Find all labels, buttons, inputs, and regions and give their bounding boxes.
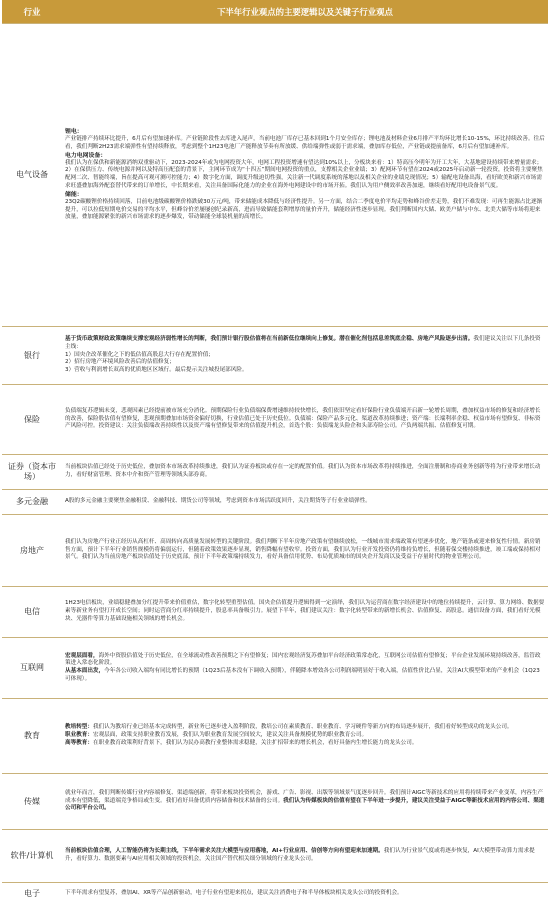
industry-telecom: 电信 bbox=[2, 587, 62, 638]
sub-title-grid: 电力电网设备： bbox=[65, 152, 545, 160]
paragraph-internet-micro bbox=[65, 668, 545, 683]
edu-transform-text: 我们认为教培行业已经基本完成转型，新业务已逐步进入盈利阶段，教培公司在素质教育、职业教育、学习硬件等新方向的布局逐步展开，我们看好转型成功的龙头公司。 bbox=[93, 724, 513, 730]
paragraph-software bbox=[65, 848, 545, 863]
view-real-estate: 我们认为房地产行业正经历从高杠杆、高周转向高质量发展转型的关键阶段。我们判断下半年房地产政策有望继续放松，一线城市需求端政策有望逐步优化，地产链条或迎来修复性行情。新房销售方面，预计下半年行业销售规模仍将偏弱运行，但随着政策效果逐步显现，销售降幅有望收窄。投资方面，我们认为行业开发投资仍将维持负增长，但随着保交楼持续推进，竣工端或保持相对景气。我们认为当前房地产板块估值处于历史底部，预计下半年政策端持续发力，看好具备信用优势、布局优质城市的国央企开发商以及受益于存量时代的物业管理公司。 bbox=[62, 515, 548, 587]
table-row bbox=[2, 830, 548, 883]
industry-diversified-finance: 多元金融 bbox=[2, 490, 62, 515]
sub-title-storage: 储能： bbox=[65, 191, 545, 199]
table-row bbox=[2, 327, 548, 385]
internet-macro-text: 海外中资股估值处于历史低位，在全球流动性改善预期之下有望修复；国内宏观经济复苏叠加平台经济政策常态化，互联网公司估值有望修复；平台企业发展环境持续改善，监管政策进入常态化阶段。 bbox=[65, 653, 541, 667]
paragraph-media bbox=[65, 790, 545, 813]
industry-software: 软件/计算机 bbox=[2, 830, 62, 883]
table-row bbox=[2, 699, 548, 774]
view-internet bbox=[62, 638, 548, 699]
industry-electrical: 电气设备 bbox=[2, 24, 62, 327]
list-item: 2）招行房地产环境风险改善后的估值修复； bbox=[65, 359, 545, 367]
internet-macro-title: 宏观层面看， bbox=[65, 653, 99, 659]
table-row bbox=[2, 490, 548, 515]
view-bank bbox=[62, 327, 548, 385]
edu-vocational-title: 职业教育： bbox=[65, 732, 93, 738]
view-software bbox=[62, 830, 548, 883]
paragraph-bank-lead bbox=[65, 336, 545, 351]
media-bold: 我们认为传媒板块的估值有望在下半年进一步提升，建议关注受益于AIGC等新技术应用的内容公司、渠道公司和平台公司。 bbox=[65, 798, 544, 812]
software-text: 我们认为行业景气度或将逐步恢复，AI大模型带动算力需求提升，看好算力、数据要素与AI应用相关领域的投资机会，关注国产替代相关细分领域的行业龙头公司。 bbox=[65, 848, 535, 862]
view-diversified-finance: A股的多元金融主要聚焦金融租赁、金融科技、期货公司等领域，考虑到资本市场活跃度回升，关注期货等子行业业绩弹性。 bbox=[62, 490, 548, 515]
table-header-row bbox=[2, 0, 548, 24]
view-telecom: 1H23电信板块，业绩稳健叠加分红提升带来价值重估，数字化转型重塑估值。国央企估值提升逻辑得到一定演绎，我们认为运营商在数字经济建设中的地位持续提升，云计算、算力网络、数据要素等新业务有望打开成长空间；同时运营商分红率持续提升，股息率具备吸引力。展望下半年，我们建议关注：数字化转型带来的新增长机会、估值修复、高股息。通信设备方面，我们看好光模块、光器件等算力基础设施相关领域的增长机会。 bbox=[62, 587, 548, 638]
industry-securities: 证券（资本市场） bbox=[2, 455, 62, 490]
internet-micro-title: 从基本面出发， bbox=[65, 668, 104, 674]
bank-lead-rest: 我们建议关注以下几条投资主线： bbox=[65, 336, 541, 350]
view-electronics: 下半年需求有望复苏，叠加AI、XR等产品创新驱动，电子行业有望迎来拐点，建议关注消费电子和半导体板块相关龙头公司的投资机会。 bbox=[62, 883, 548, 905]
table-row bbox=[2, 774, 548, 830]
industry-education: 教育 bbox=[2, 699, 62, 774]
paragraph-lithium: 产业链排产持续环比提升，6月后有望加速补库。产业链阶段性去库进入尾声，当前电池厂库存已基本回到1个月安全库存；锂电池及材料企业6月排产平均环比增长10-15%，环比持续改善。往后看，我们判断2H23需求端弹性有望持续释放，考虑到整个1H23电池厂产能释放节奏有所放缓、供给端弹性或弱于需求端，叠加库存低位，产业链或提前备库，6月后有望加速补库。 bbox=[65, 136, 545, 151]
table-row bbox=[2, 385, 548, 455]
bank-lead-bold: 基于货币政策财政政策继续支撑宏观经济弱性增长的判断，我们预计银行股估值将在当前新低位继续向上修复。潜在催化剂包括息差筑底企稳、房地产风险逐步出清。 bbox=[65, 336, 473, 342]
table-row bbox=[2, 24, 548, 327]
sub-title-lithium: 锂电： bbox=[65, 128, 545, 136]
edu-higher-text: 在职业教育政策利好背景下，我们认为民办高教行业整体需求稳健，关注扩招带来的增长机会，看好具备内生增长能力的龙头公司。 bbox=[93, 740, 417, 746]
industry-bank: 银行 bbox=[2, 327, 62, 385]
view-insurance: 负债端复苏逻辑未变，悲观因素已经提前被市场充分消化。预期保险行业负债端保费增速维持较快增长，我们依旧坚定看好保险行业负债端开启新一轮增长周期，叠加权益市场的修复和经济增长的改善，保险股估值有望修复，悲观预期叠加市场资金偏好切换，行业估值已处于历史低位。负债端：保险产品多元化、渠道改革持续推进；资产端：长端利率企稳、权益市场有望修复、非标资产风险可控。投资建议：关注负债端改善持续性以及资产端有望修复带来的估值提升机会，首选个股：负债端龙头险企和头部寿险公司。产负两端共振、估值修复可期。 bbox=[62, 385, 548, 455]
edu-vocational-text: 宏观层面，政策支持职业教育发展，我们认为职业教育发展空间较大，建议关注具备规模优势的职业教育公司。 bbox=[93, 732, 367, 738]
view-securities: 当前板块估值已经处于历史低位，叠加资本市场改革持续推进，我们认为证券板块或存在一定的配置价值。我们认为资本市场改革将持续推进，全面注册制和券商业务创新等将为行业带来增长动力，看好财富管理、资本中介和资产管理等领域头部券商。 bbox=[62, 455, 548, 490]
edu-higher-title: 高等教育： bbox=[65, 740, 93, 746]
industry-insurance: 保险 bbox=[2, 385, 62, 455]
paragraph-edu-vocational bbox=[65, 732, 545, 740]
internet-micro-text: 今年各公司收入端均有同比增长的预期（1Q23后基本没有下调收入预期），伴随降本增效各公司利润端明显好于收入端，估值性价比凸显，关注AI大模型带来的产业机会（1Q23可体现）。 bbox=[65, 668, 540, 682]
view-electrical bbox=[62, 24, 548, 327]
view-education bbox=[62, 699, 548, 774]
industry-media: 传媒 bbox=[2, 774, 62, 830]
software-lead: 当前板块估值合理，人工智能仍将为长期主线，下半年需求关注大模型与应用落地，AI+行业应用、信创等方向有望迎来加速期。 bbox=[65, 848, 384, 854]
view-media bbox=[62, 774, 548, 830]
header-views: 下半年行业观点的主要逻辑以及关键子行业观点 bbox=[62, 0, 548, 24]
header-industry: 行业 bbox=[2, 0, 62, 24]
industry-electronics: 电子 bbox=[2, 883, 62, 905]
industry-real-estate: 房地产 bbox=[2, 515, 62, 587]
paragraph-edu-higher bbox=[65, 740, 545, 748]
industry-outlook-table bbox=[2, 0, 548, 905]
table-row bbox=[2, 515, 548, 587]
media-text: 就业年而言，我们判断传媒行业内容端修复、渠道端创新，将带来板块投资机会，游戏、广告、影视、出版等领域景气度逐步回升。我们预计AIGC等新技术的应用将持续带来产业变革，内容生产成本有望降低，渠道端竞争格局或生变。我们看好具备优质内容储备和技术储备的公司。 bbox=[65, 790, 543, 804]
table-row bbox=[2, 455, 548, 490]
paragraph-edu-transform bbox=[65, 724, 545, 732]
table-row bbox=[2, 587, 548, 638]
table-row bbox=[2, 883, 548, 905]
industry-internet: 互联网 bbox=[2, 638, 62, 699]
list-item: 3）营收与利润增长双高的优质地区区域行。最后提示关注城投尾部风险。 bbox=[65, 367, 545, 375]
paragraph-storage: 23Q2碳酸锂价格持续回落，目前电池级碳酸锂价格跌破30万元/吨，带来储能成本降低与经济性提升。另一方面，结合二季度电价平均走势和峰谷价差走势，我们不难发现：可再生能源占比逐渐提升，可以拉低短期电价交易的平均水平，但峰谷价差屡屡创纪录新高，进而导致储能套利增厚的量价齐升，储能经济性逐步显现。我们判断国内大储、欧美户储与中东、北美大储等市场将迎来放量，叠加能源紧张的新兴市场需求的逐步爆发，带动储能全球装机量的高增长。 bbox=[65, 199, 545, 222]
list-item: 1）国央企改革催化之下的低估值高股息大行存在配置价值； bbox=[65, 352, 545, 360]
paragraph-internet-macro bbox=[65, 653, 545, 668]
edu-transform-title: 教培转型： bbox=[65, 724, 93, 730]
paragraph-grid: 我们认为在保供和新能源消纳双重驱动下，2023-2024年或为电网投资大年，电网工程投资增速有望达到10%以上，分板块来看：1）特高压今明年为开工大年，大基地建设持续带来增量需求；2）在保供压力、传统电源并网以及特高压配套的背景下，主网环节成为“十四五”期间电网投资的重点，支撑相关企业业绩；3）配网环节有望在2024或2025年启动新一轮投资，投资将主要聚焦配网二次、智能终端，旨在提高可观可测可控能力；4）数字化方面，调度升级迫切性强，关注新一代调度系统的落地以及相关企业的业绩兑现情况；5）输配电设备出海，看好欧美和新兴市场需求旺盛叠加海外配套替代带来的订单增长，中长期来看，关注具备国际化能力的企业在海外电网建设中的市场开拓。我们认为用户侧效率改善加速，继续看好配用电设备景气度。 bbox=[65, 160, 545, 191]
table-row bbox=[2, 638, 548, 699]
